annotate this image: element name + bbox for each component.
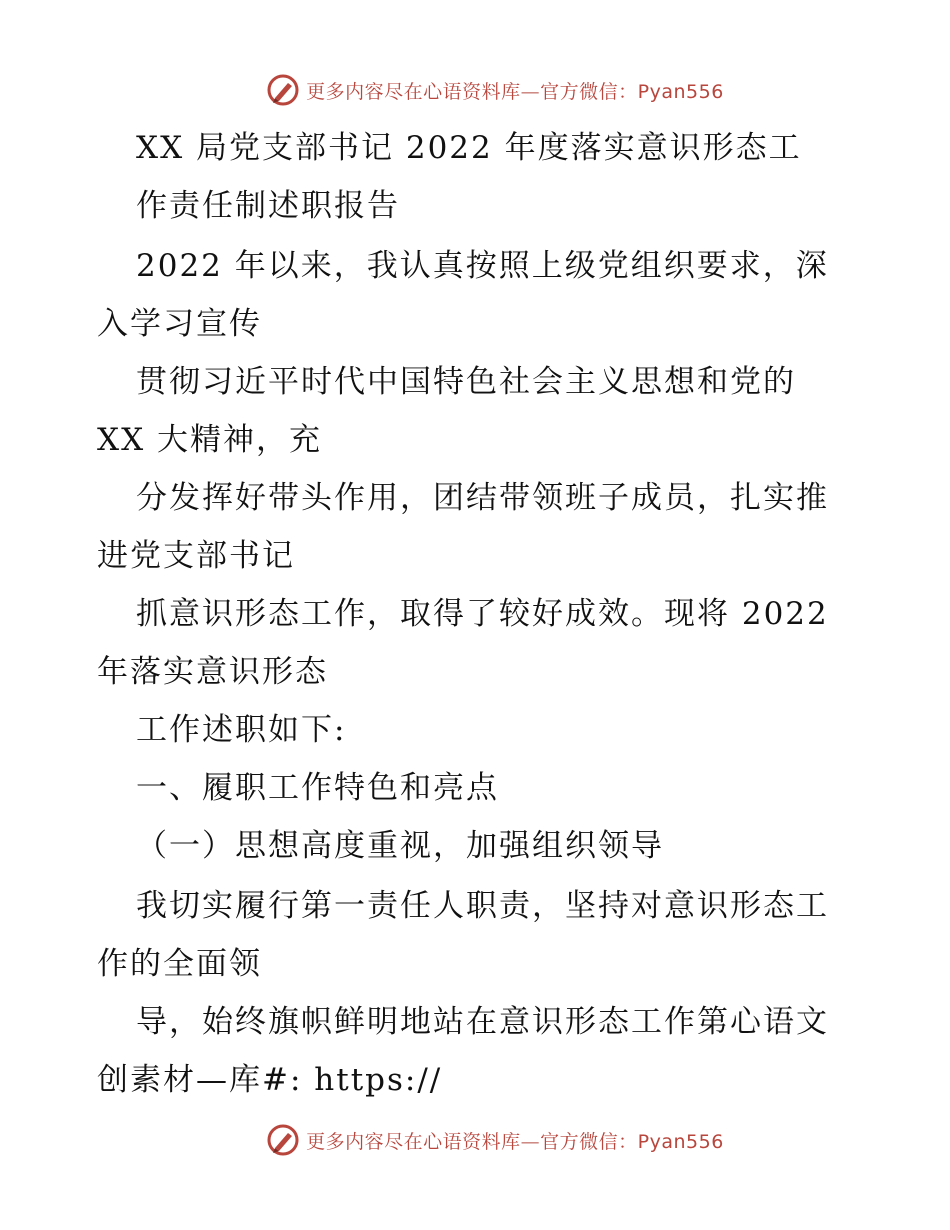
doc-line: 贯彻习近平时代中国特色社会主义思想和党的: [136, 364, 796, 400]
doc-line: 导，始终旗帜鲜明地站在意识形态工作第心语文: [136, 1004, 829, 1040]
footer-banner-dash: —: [520, 1130, 541, 1153]
subsection-heading: （一）思想高度重视，加强组织领导: [136, 828, 664, 864]
section-heading: 一、履职工作特色和亮点: [136, 770, 499, 806]
doc-line: 入学习宣传: [97, 306, 262, 342]
doc-line: 工作述职如下:: [136, 712, 347, 748]
footer-banner-inner: [266, 1123, 724, 1157]
doc-line: XX 大精神，充: [97, 422, 322, 458]
doc-line: 2022 年以来，我认真按照上级党组织要求，深: [136, 248, 829, 284]
pen-logo-icon: [266, 73, 300, 107]
footer-banner: [0, 1120, 950, 1160]
doc-line: 作的全面领: [97, 946, 262, 982]
doc-line: 我切实履行第一责任人职责，坚持对意识形态工: [136, 888, 829, 924]
doc-title-line-2: 作责任制述职报告: [136, 188, 400, 224]
header-banner-inner: [266, 73, 724, 107]
footer-banner-suffix: 官方微信：Pyan556: [540, 1130, 724, 1153]
doc-line: 进党支部书记: [97, 538, 295, 574]
footer-banner-text: [306, 1127, 724, 1154]
doc-line: 分发挥好带头作用，团结带领班子成员，扎实推: [136, 480, 829, 516]
doc-title-line-1: XX 局党支部书记 2022 年度落实意识形态工: [136, 130, 802, 166]
pen-logo-icon: [266, 1123, 300, 1157]
doc-line: 抓意识形态工作，取得了较好成效。现将 2022: [136, 596, 829, 632]
header-banner-dash: —: [520, 80, 541, 103]
header-banner-text: [306, 77, 724, 104]
header-banner-suffix: 官方微信：Pyan556: [540, 80, 724, 103]
doc-line: 年落实意识形态: [97, 654, 328, 690]
doc-line: 创素材—库#: https://: [97, 1062, 443, 1098]
header-banner-main: 更多内容尽在心语资料库: [306, 80, 521, 103]
footer-banner-main: 更多内容尽在心语资料库: [306, 1130, 521, 1153]
header-banner: [0, 70, 950, 110]
